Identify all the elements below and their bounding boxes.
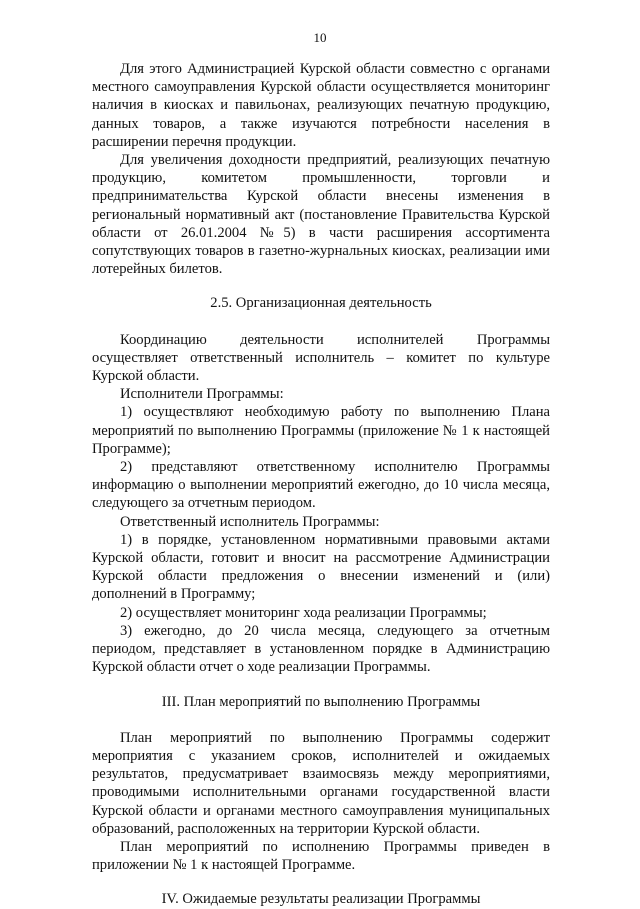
section-list-item: 2) представляют ответственному исполнителю Программы информацию о выполнении мероприятий ежегодно, до 10 числа месяца, следующего за отчетным периодом. bbox=[92, 459, 550, 512]
section-heading-3: III. План мероприятий по выполнению Программы bbox=[161, 693, 481, 710]
spacer bbox=[92, 677, 550, 693]
section-heading-4: IV. Ожидаемые результаты реализации Программы bbox=[161, 891, 481, 908]
spacer bbox=[92, 874, 550, 890]
intro-paragraph: Для увеличения доходности предприятий, реализующих печатную продукцию, комитетом промышленности, торговли и предпринимательства Курской области внесены изменения в региональный нормативный акт (постановление Правительства Курской области от 26.01.2004 №5) в части расширения ассортимента сопутствующих товаров в газетно-журнальных киосках, реализации ими лотерейных билетов. bbox=[92, 152, 550, 278]
spacer bbox=[92, 278, 550, 294]
spacer bbox=[92, 711, 550, 729]
section-paragraph: Исполнители Программы: bbox=[120, 386, 284, 403]
section-list-item: 1) осуществляют необходимую работу по выполнению Плана мероприятий по выполнению Программы (приложение № 1 к настоящей Программе); bbox=[92, 404, 550, 457]
section-heading-2-5: 2.5. Организационная деятельность bbox=[210, 295, 432, 312]
intro-paragraph: Для этого Администрацией Курской области совместно с органами местного самоуправления Курской области осуществляется мониторинг наличия в киосках и павильонах, реализующих печатную продукцию, данных товаров, а также изучаются потребности населения в расширении перечня продукции. bbox=[92, 61, 550, 150]
section-list-item: 1) в порядке, установленном нормативными правовыми актами Курской области, готовит и вносит на рассмотрение Администрации Курской области предложения о внесении изменений и (или) дополнений в Программу; bbox=[92, 531, 550, 603]
page-number: 10 bbox=[313, 30, 327, 45]
document-content bbox=[92, 60, 550, 909]
section-list-item: 3) ежегодно, до 20 числа месяца, следующего за отчетным периодом, представляет в установленном порядке в Администрацию Курской области отчет о ходе реализации Программы. bbox=[92, 622, 550, 676]
section-paragraph: Координацию деятельности исполнителей Программы осуществляет ответственный исполнитель – комитет по культуре Курской области. bbox=[92, 331, 550, 385]
section-paragraph: План мероприятий по исполнению Программы приведен в приложении № 1 к настоящей Программе. bbox=[92, 838, 550, 874]
section-paragraph: Ответственный исполнитель Программы: bbox=[120, 513, 380, 530]
section-list-item: 2) осуществляет мониторинг хода реализации Программы; bbox=[120, 604, 487, 621]
spacer bbox=[92, 313, 550, 331]
section-paragraph: План мероприятий по выполнению Программы содержит мероприятия с указанием сроков, исполнителей и ожидаемых результатов, предусматривает взаимосвязь между мероприятиями, проводимыми исполнительными органами государственной власти Курской области и органами местного самоуправления муниципальных образований, расположенных на территории Курской области. bbox=[92, 729, 550, 837]
